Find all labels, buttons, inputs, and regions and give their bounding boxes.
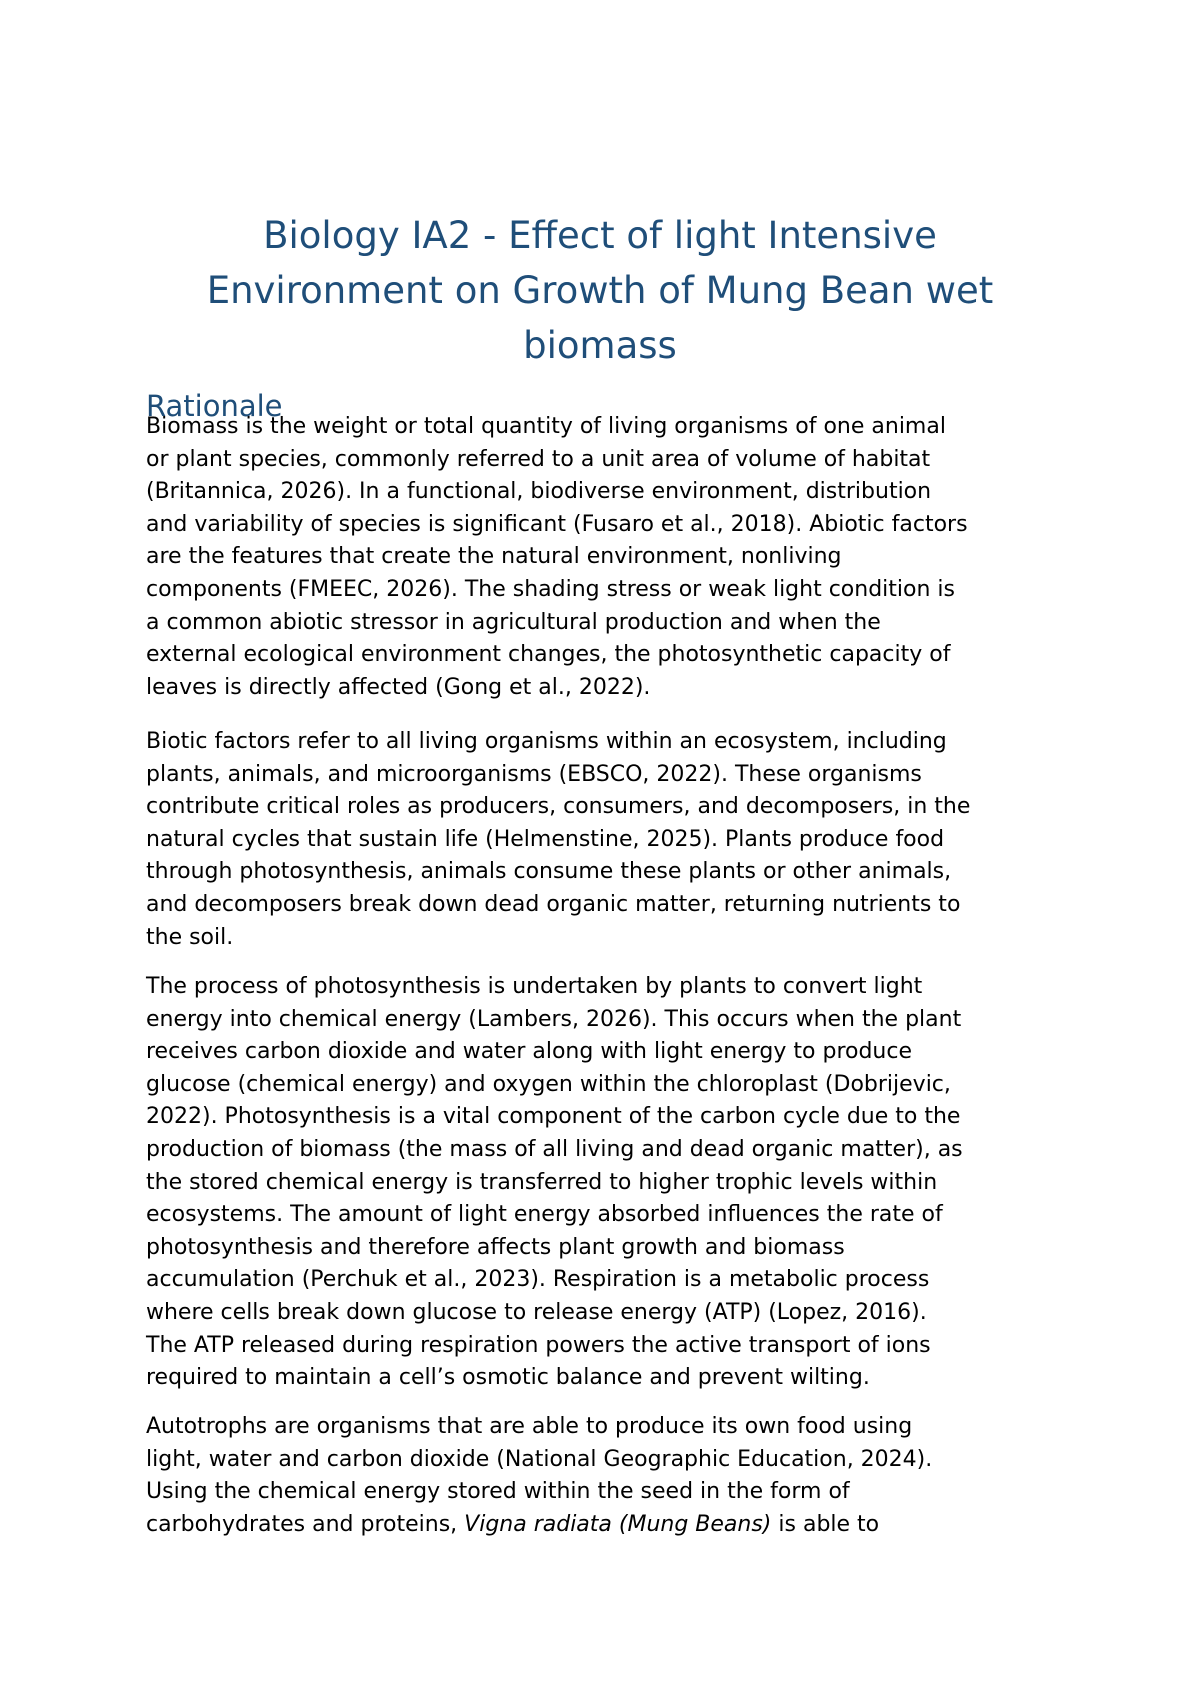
paragraph-line: Biomass is the weight or total quantity of living organisms of one animal xyxy=(146,414,946,439)
paragraph-line: light, water and carbon dioxide (National Geographic Education, 2024). xyxy=(146,1446,933,1472)
paragraph-line: production of biomass (the mass of all living and dead organic matter), as xyxy=(146,1136,963,1162)
title-line-2: Environment on Growth of Mung Bean wet xyxy=(206,268,994,312)
paragraph-line: the stored chemical energy is transferred to higher trophic levels within xyxy=(146,1169,938,1195)
paragraph-2 xyxy=(146,726,1076,954)
paragraph-line: (Britannica, 2026). In a functional, biodiverse environment, distribution xyxy=(146,479,932,505)
paragraph-line: photosynthesis and therefore affects plant growth and biomass xyxy=(146,1234,845,1260)
paragraph-line: 2022). Photosynthesis is a vital component of the carbon cycle due to the xyxy=(146,1104,961,1130)
paragraph-line: The process of photosynthesis is undertaken by plants to convert light xyxy=(146,974,923,999)
paragraph-line: natural cycles that sustain life (Helmenstine, 2025). Plants produce food xyxy=(146,826,945,852)
paragraph-line: or plant species, commonly referred to a unit area of volume of habitat xyxy=(146,446,931,472)
paragraph-line: plants, animals, and microorganisms (EBSCO, 2022). These organisms xyxy=(146,761,922,787)
paragraph-line: through photosynthesis, animals consume these plants or other animals, xyxy=(146,859,952,885)
text-run: is able to xyxy=(771,1511,880,1537)
paragraph-3 xyxy=(146,971,1076,1395)
paragraph-line: glucose (chemical energy) and oxygen within the chloroplast (Dobrijevic, xyxy=(146,1071,951,1097)
paragraph-line: contribute critical roles as producers, consumers, and decomposers, in the xyxy=(146,794,971,820)
paragraph-4 xyxy=(146,1411,1076,1541)
paragraph-line: required to maintain a cell’s osmotic balance and prevent wilting. xyxy=(146,1365,870,1391)
paragraph-line: Biotic factors refer to all living organisms within an ecosystem, including xyxy=(146,729,947,754)
paragraph-line: external ecological environment changes, the photosynthetic capacity of xyxy=(146,642,951,668)
paragraph-line: components (FMEEC, 2026). The shading stress or weak light condition is xyxy=(146,576,955,602)
paragraph-line: The ATP released during respiration powers the active transport of ions xyxy=(146,1332,931,1358)
section-heading-rationale: Rationale xyxy=(146,389,283,424)
paragraph-line: accumulation (Perchuk et al., 2023). Respiration is a metabolic process xyxy=(146,1267,930,1293)
title-line-3: biomass xyxy=(523,323,677,367)
paragraph-line-mixed xyxy=(146,1509,1076,1542)
paragraph-line: ecosystems. The amount of light energy absorbed influences the rate of xyxy=(146,1202,943,1228)
paragraph-1 xyxy=(146,411,1076,704)
paragraph-line: are the features that create the natural environment, nonliving xyxy=(146,544,842,570)
text-run: carbohydrates and proteins, xyxy=(146,1511,465,1537)
paragraph-line: the soil. xyxy=(146,924,234,950)
paragraph-line: and variability of species is significant (Fusaro et al., 2018). Abiotic factors xyxy=(146,511,968,537)
species-name-italic: Vigna radiata (Mung Beans) xyxy=(464,1511,772,1537)
title-line-1: Biology IA2 - Effect of light Intensive xyxy=(263,213,937,257)
paragraph-line: Autotrophs are organisms that are able to produce its own food using xyxy=(146,1414,913,1439)
paragraph-line: where cells break down glucose to release energy (ATP) (Lopez, 2016). xyxy=(146,1299,927,1325)
paragraph-line: receives carbon dioxide and water along with light energy to produce xyxy=(146,1039,913,1065)
paragraph-line: leaves is directly affected (Gong et al., 2022). xyxy=(146,674,651,700)
paragraph-line: energy into chemical energy (Lambers, 2026). This occurs when the plant xyxy=(146,1006,962,1032)
document-title xyxy=(150,208,1050,373)
paragraph-line: and decomposers break down dead organic matter, returning nutrients to xyxy=(146,891,961,917)
paragraph-line: a common abiotic stressor in agricultural production and when the xyxy=(146,609,881,635)
paragraph-line: Using the chemical energy stored within the seed in the form of xyxy=(146,1479,850,1505)
